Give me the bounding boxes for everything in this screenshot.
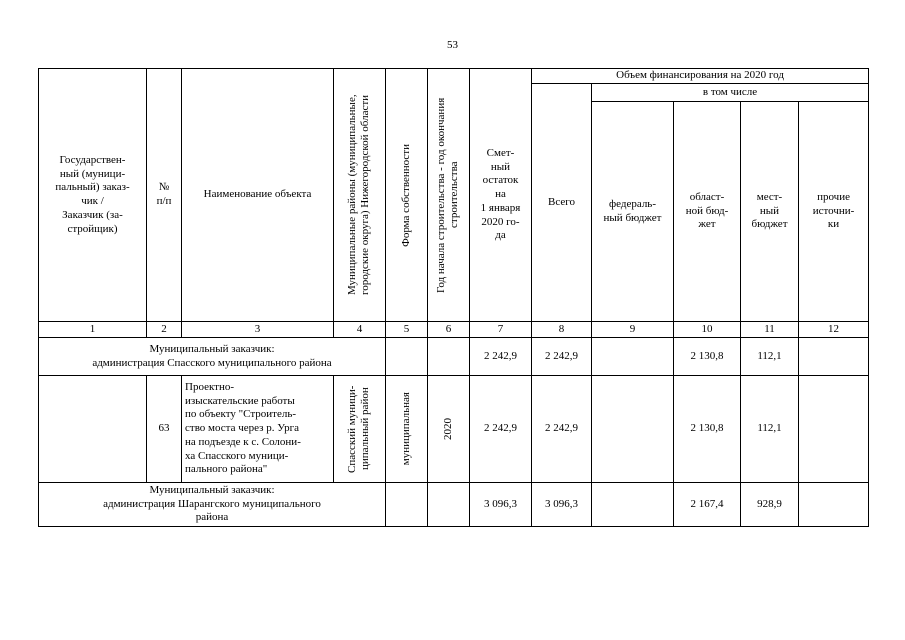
header-federal: федераль- ный бюджет [592,102,674,322]
regional-value: 2 167,4 [674,483,741,527]
header-including: в том числе [592,84,869,102]
total-value: 2 242,9 [532,338,592,376]
header-districts: Муниципальные районы (муниципальные, городские округа) Нижегородской области [334,69,386,322]
item-number: 63 [147,376,182,483]
local-value: 112,1 [741,338,799,376]
header-number: № п/п [147,69,182,322]
header-ownership: Форма собственности [386,69,428,322]
table-row [39,338,869,376]
local-value: 928,9 [741,483,799,527]
estimate-value: 2 242,9 [470,376,532,483]
estimate-value: 3 096,3 [470,483,532,527]
ownership-cell: муниципальная [386,376,428,483]
financing-table [38,68,869,527]
header-customer: Государствен- ный (муници- пальный) заказ- чик / Заказчик (за- стройщик) [39,69,147,322]
page-number: 53 [447,39,458,51]
header-estimate: Смет- ный остаток на 1 января 2020 го- да [470,69,532,322]
header-financing: Объем финансирования на 2020 год [532,69,869,84]
total-value: 2 242,9 [532,376,592,483]
years-cell: 2020 [428,376,470,483]
header-other: прочие источни- ки [799,102,869,322]
table-row [39,483,869,527]
district-cell: Спасский муници-ципальный район [334,376,386,483]
object-name: Проектно- изыскательские работы по объекту "Строитель- ство моста через р. Урга на подъезде к с. Солони- ха Спасского муници- пального района" [182,376,334,483]
header-regional: област- ной бюд- жет [674,102,741,322]
estimate-value: 2 242,9 [470,338,532,376]
header-total: Всего [532,84,592,322]
local-value: 112,1 [741,376,799,483]
customer-group: Муниципальный заказчик: администрация Шарангского муниципального района [39,483,386,527]
customer-group: Муниципальный заказчик: администрация Спасского муниципального района [39,338,386,376]
header-object-name: Наименование объекта [182,69,334,322]
column-numbers-row: 1 2 3 4 5 6 7 8 9 10 11 12 [39,322,869,338]
regional-value: 2 130,8 [674,376,741,483]
regional-value: 2 130,8 [674,338,741,376]
total-value: 3 096,3 [532,483,592,527]
header-years: Год начала строительства - год окончания строительства [428,69,470,322]
table-row [39,376,869,483]
header-local: мест- ный бюджет [741,102,799,322]
